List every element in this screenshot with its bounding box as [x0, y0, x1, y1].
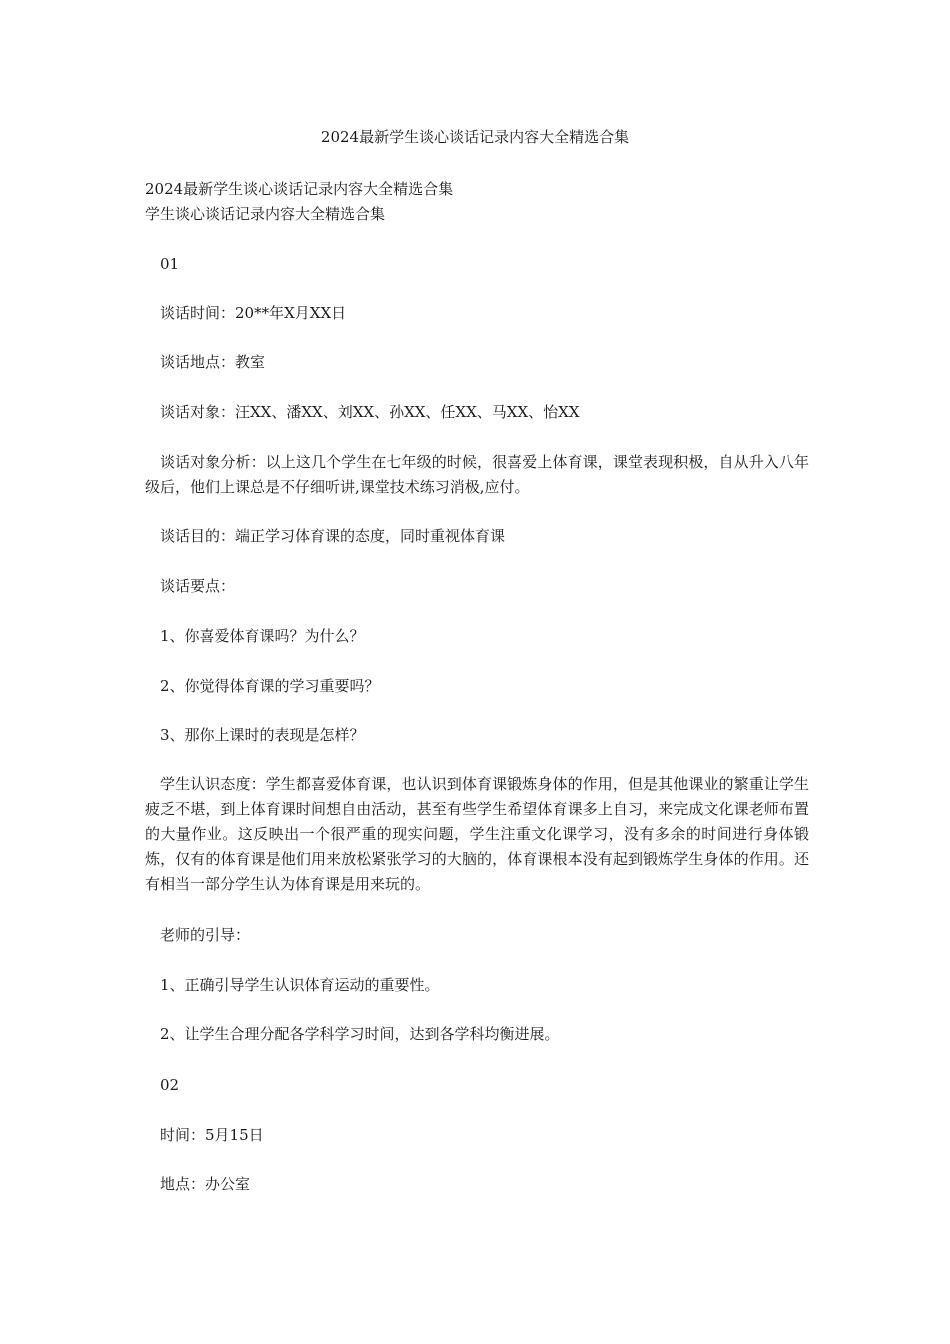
section-02-place: 地点：办公室 [160, 1175, 251, 1193]
talk-target: 谈话对象：汪XX、潘XX、刘XX、孙XX、任XX、马XX、怡XX [160, 403, 580, 421]
document-title: 2024最新学生谈心谈话记录内容大全精选合集 [320, 128, 630, 146]
guidance-heading: 老师的引导： [160, 926, 251, 944]
talk-place: 谈话地点：教室 [160, 353, 266, 371]
talk-purpose: 谈话目的：端正学习体育课的态度，同时重视体育课 [160, 527, 506, 545]
student-attitude-paragraph: 学生认识态度：学生都喜爱体育课，也认识到体育课锻炼身体的作用，但是其他课业的繁重让学生疲乏不堪，到上体育课时间想自由活动，甚至有些学生希望体育课多上自习，来完成文化课老师布置的大量作业。这反映出一个很严重的现实问题，学生注重文化课学习，没有多余的时间进行身体锻炼，仅有的体育课是他们用来放松紧张学习的大脑的，体育课根本没有起到锻炼学生身体的作用。还有相当一部分学生认为体育课是用来玩的。 [145, 775, 809, 893]
section-number-02: 02 [160, 1076, 180, 1094]
key-point-item: 2、你觉得体育课的学习重要吗？ [160, 677, 380, 695]
key-point-item: 3、那你上课时的表现是怎样？ [160, 726, 365, 744]
key-points-heading: 谈话要点： [160, 577, 236, 595]
talk-time: 谈话时间：20**年X月XX日 [160, 304, 347, 322]
document-subtitle: 2024最新学生谈心谈话记录内容大全精选合集 [145, 180, 454, 198]
guidance-item: 2、让学生合理分配各学科学习时间，达到各学科均衡进展。 [160, 1025, 560, 1043]
section-number-01: 01 [160, 255, 180, 273]
document-subtitle-secondary: 学生谈心谈话记录内容大全精选合集 [145, 205, 386, 223]
section-02-time: 时间：5月15日 [160, 1126, 264, 1144]
guidance-item: 1、正确引导学生认识体育运动的重要性。 [160, 976, 440, 994]
target-analysis-paragraph: 谈话对象分析：以上这几个学生在七年级的时候，很喜爱上体育课，课堂表现积极，自从升入八年级后，他们上课总是不仔细听讲,课堂技术练习消极,应付。 [145, 453, 809, 496]
key-point-item: 1、你喜爱体育课吗？为什么？ [160, 627, 365, 645]
